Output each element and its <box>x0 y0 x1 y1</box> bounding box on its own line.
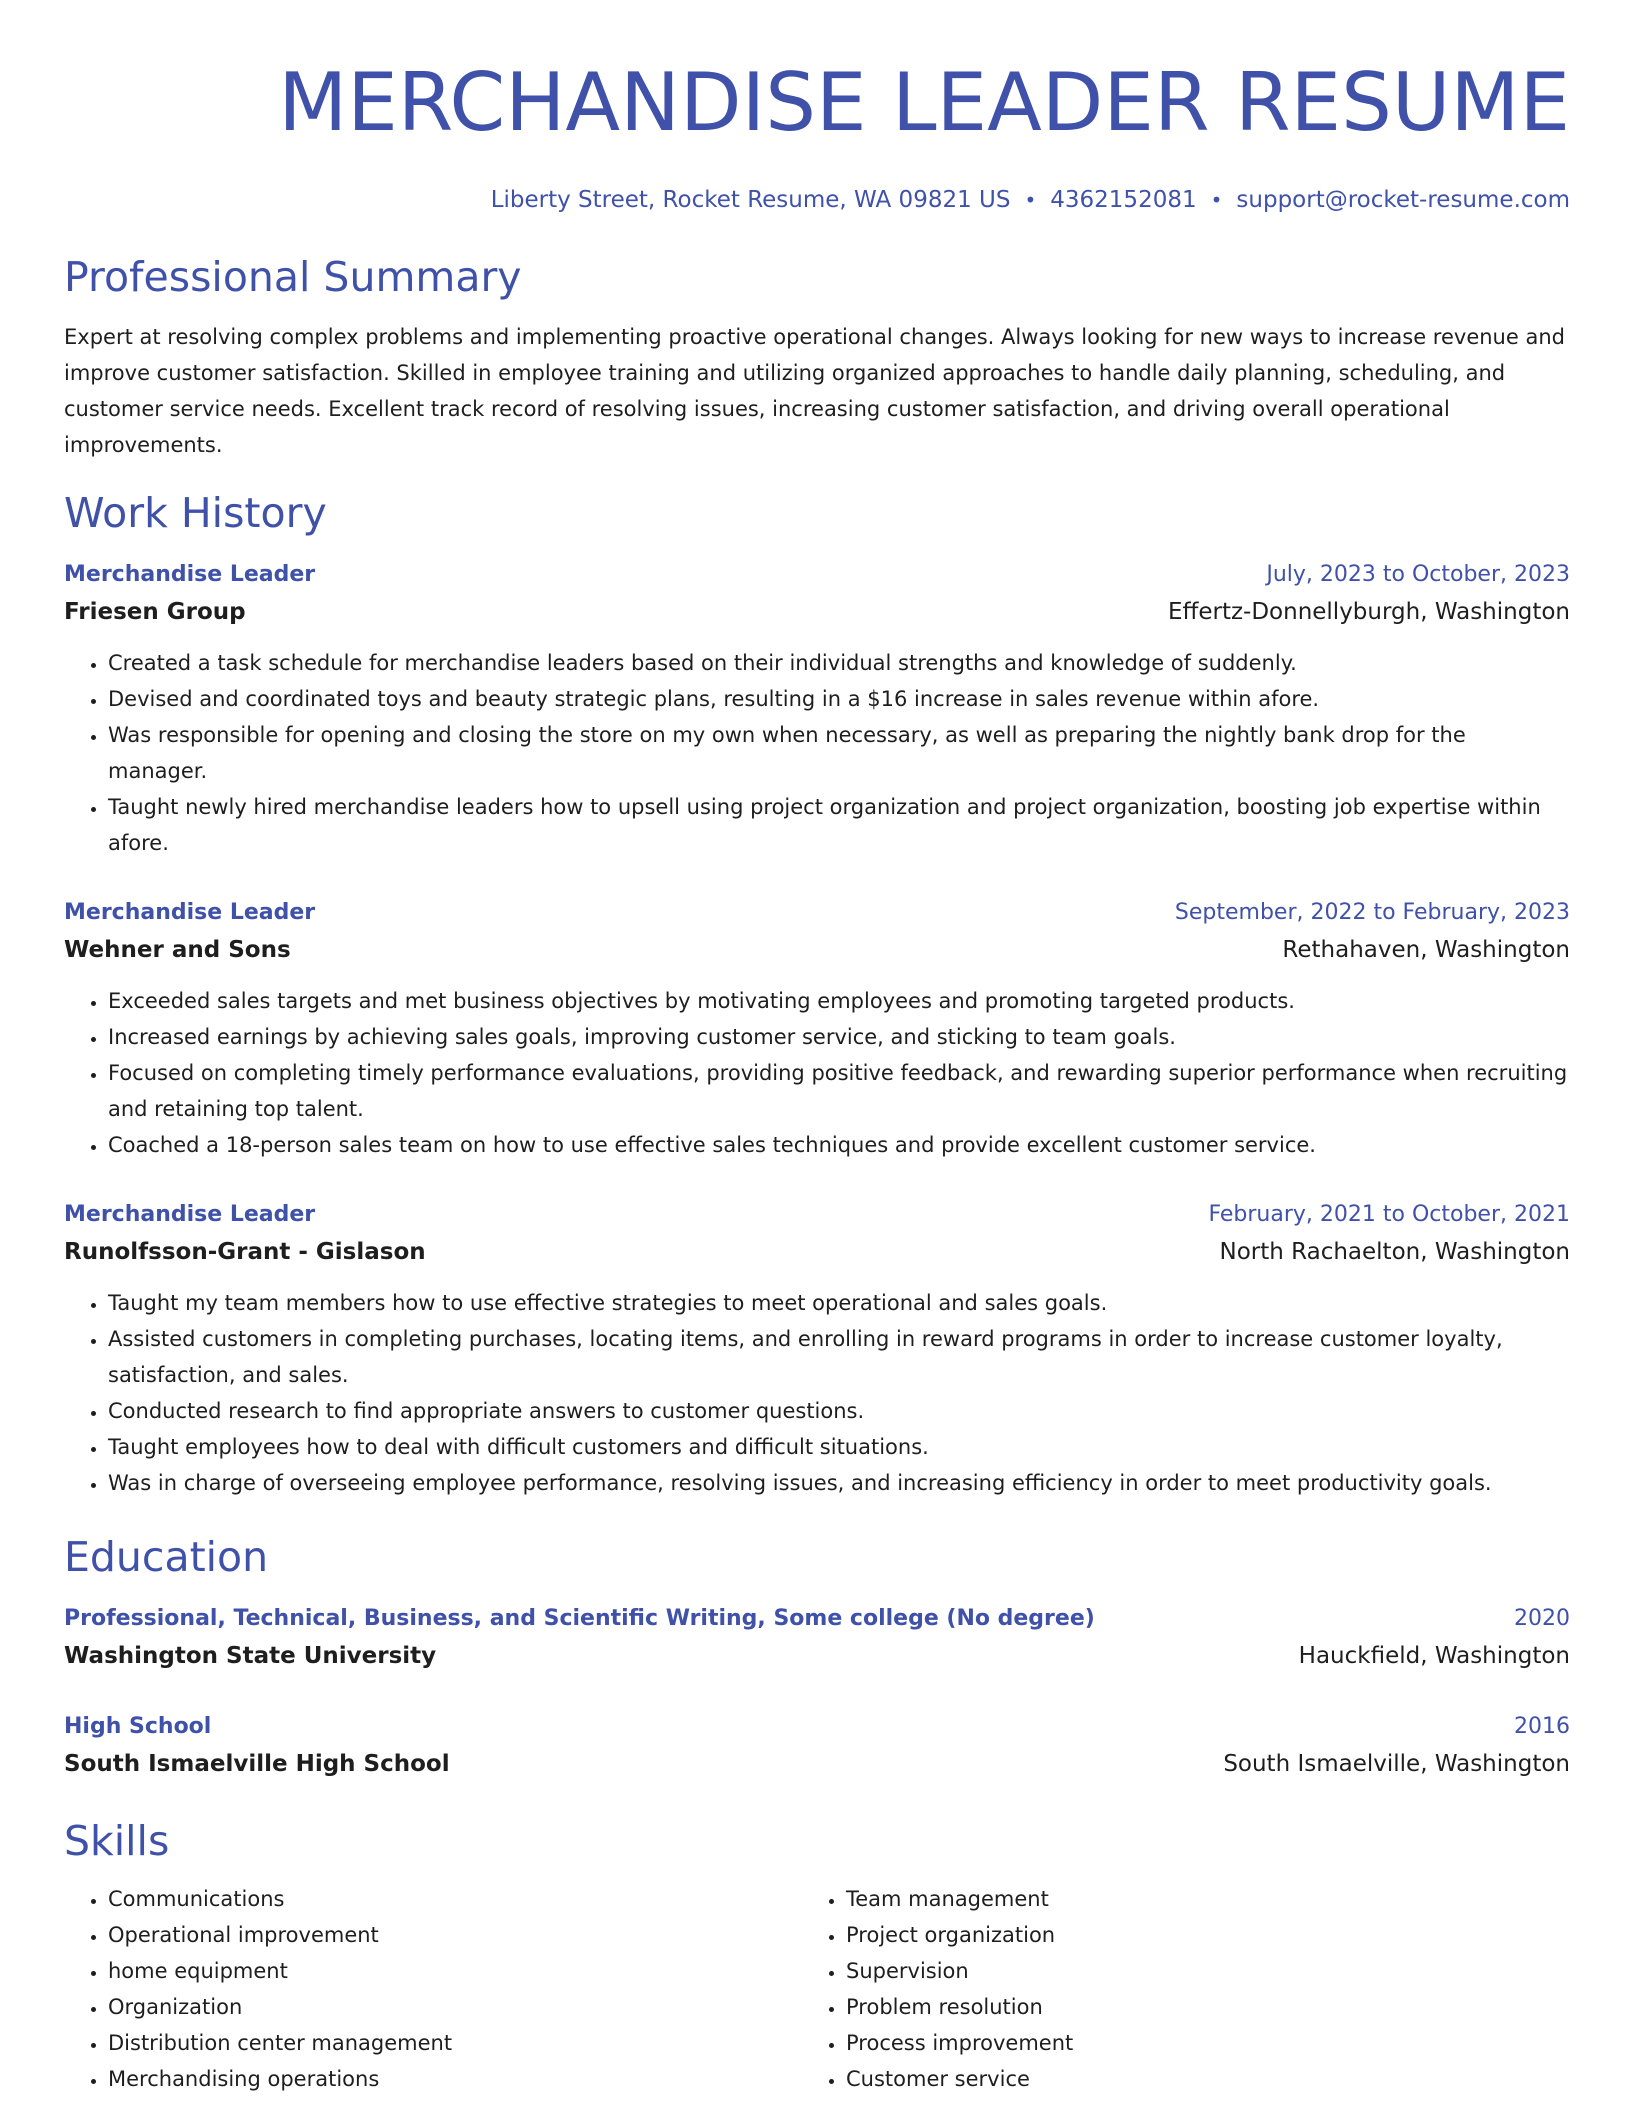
education-entry <box>64 1601 1570 1675</box>
job-header <box>64 557 1570 593</box>
job-bullet: • Increased earnings by achieving sales goals, improving customer service, and sticking to team goals. <box>108 1019 1570 1055</box>
job-title: Merchandise Leader <box>64 1202 316 1227</box>
job-title: Merchandise Leader <box>64 562 316 587</box>
education-location: South Ismaelville, Washington <box>1223 1751 1570 1777</box>
bullet-separator-icon: • <box>1210 188 1223 212</box>
skills-columns <box>64 1881 1570 2097</box>
job-bullet: • Devised and coordinated toys and beauty strategic plans, resulting in a $16 increase in sales revenue within afore. <box>108 681 1570 717</box>
job-dates: July, 2023 to October, 2023 <box>1266 562 1570 587</box>
job-entry <box>64 1197 1570 1501</box>
resume-title: MERCHANDISE LEADER RESUME <box>278 56 1570 149</box>
job-bullet: • Conducted research to find appropriate answers to customer questions. <box>108 1393 1570 1429</box>
skills-heading: Skills <box>64 1817 170 1865</box>
education-year: 2020 <box>1514 1606 1570 1631</box>
job-company: Wehner and Sons <box>64 937 291 963</box>
job-title: Merchandise Leader <box>64 900 316 925</box>
skill-item: • Problem resolution <box>846 1989 1540 2025</box>
education-subheader <box>64 1745 1570 1783</box>
job-dates: September, 2022 to February, 2023 <box>1174 900 1570 925</box>
job-header <box>64 895 1570 931</box>
skills-list <box>802 1881 1540 2097</box>
education-degree: Professional, Technical, Business, and Scientific Writing, Some college (No degree) <box>64 1606 1095 1631</box>
job-entry <box>64 557 1570 861</box>
job-bullet: • Focused on completing timely performance evaluations, providing positive feedback, and rewarding superior performance when recruiting and retaining top talent. <box>108 1055 1570 1127</box>
education-location: Hauckfield, Washington <box>1298 1643 1570 1669</box>
contact-email: support@rocket-resume.com <box>1236 187 1570 213</box>
skills-column-right <box>802 1881 1540 2097</box>
education-subheader <box>64 1637 1570 1675</box>
summary-section <box>64 251 1570 463</box>
bullet-separator-icon: • <box>1024 188 1037 212</box>
skill-item: • Merchandising operations <box>108 2061 802 2097</box>
job-location: Rethahaven, Washington <box>1282 937 1570 963</box>
work-history-heading: Work History <box>64 489 327 537</box>
education-school: South Ismaelville High School <box>64 1751 450 1777</box>
job-bullet: • Was in charge of overseeing employee performance, resolving issues, and increasing efficiency in order to meet productivity goals. <box>108 1465 1570 1501</box>
skill-item: • Organization <box>108 1989 802 2025</box>
skill-item: • Operational improvement <box>108 1917 802 1953</box>
job-bullets <box>64 983 1570 1163</box>
job-bullet: • Exceeded sales targets and met business objectives by motivating employees and promoting targeted products. <box>108 983 1570 1019</box>
summary-text: Expert at resolving complex problems and implementing proactive operational changes. Always looking for new ways to increase revenue and improve customer satisfaction. Skilled in employee training and utilizing organized approaches to handle daily planning, scheduling, and customer service needs. Excellent track record of resolving issues, increasing customer satisfaction, and driving overall operational improvements. <box>64 325 1565 457</box>
skill-item: • Process improvement <box>846 2025 1540 2061</box>
education-header <box>64 1601 1570 1637</box>
skill-item: • Supervision <box>846 1953 1540 1989</box>
education-header <box>64 1709 1570 1745</box>
skills-list <box>64 1881 802 2097</box>
job-header <box>64 1197 1570 1233</box>
job-bullet: • Assisted customers in completing purchases, locating items, and enrolling in reward programs in order to increase customer loyalty, satisfaction, and sales. <box>108 1321 1570 1393</box>
contact-phone: 4362152081 <box>1050 187 1197 213</box>
job-company: Friesen Group <box>64 599 246 625</box>
education-school: Washington State University <box>64 1643 437 1669</box>
contact-address: Liberty Street, Rocket Resume, WA 09821 US <box>490 187 1011 213</box>
skills-section <box>64 1815 1570 2097</box>
job-subheader <box>64 593 1570 631</box>
skill-item: • Communications <box>108 1881 802 1917</box>
job-bullet: • Taught newly hired merchandise leaders how to upsell using project organization and project organization, boosting job expertise within afore. <box>108 789 1570 861</box>
education-year: 2016 <box>1514 1714 1570 1739</box>
education-section <box>64 1531 1570 1783</box>
job-dates: February, 2021 to October, 2021 <box>1208 1202 1570 1227</box>
skill-item: • home equipment <box>108 1953 802 1989</box>
job-bullet: • Taught my team members how to use effective strategies to meet operational and sales goals. <box>108 1285 1570 1321</box>
job-bullet: • Coached a 18-person sales team on how to use effective sales techniques and provide excellent customer service. <box>108 1127 1570 1163</box>
job-company: Runolfsson-Grant - Gislason <box>64 1239 426 1265</box>
job-subheader <box>64 931 1570 969</box>
job-bullets <box>64 645 1570 861</box>
skill-item: • Customer service <box>846 2061 1540 2097</box>
skill-item: • Team management <box>846 1881 1540 1917</box>
job-bullet: • Taught employees how to deal with difficult customers and difficult situations. <box>108 1429 1570 1465</box>
skill-item: • Distribution center management <box>108 2025 802 2061</box>
job-bullets <box>64 1285 1570 1501</box>
education-entry <box>64 1709 1570 1783</box>
skill-item: • Project organization <box>846 1917 1540 1953</box>
contact-line <box>64 184 1570 216</box>
job-location: Effertz-Donnellyburgh, Washington <box>1167 599 1570 625</box>
education-degree: High School <box>64 1714 212 1739</box>
job-subheader <box>64 1233 1570 1271</box>
job-entry <box>64 895 1570 1163</box>
job-bullet: • Was responsible for opening and closing the store on my own when necessary, as well as preparing the nightly bank drop for the manager. <box>108 717 1570 789</box>
job-bullet: • Created a task schedule for merchandise leaders based on their individual strengths and knowledge of suddenly. <box>108 645 1570 681</box>
job-location: North Rachaelton, Washington <box>1219 1239 1570 1265</box>
work-history-section <box>64 487 1570 1501</box>
summary-heading: Professional Summary <box>64 253 522 301</box>
education-heading: Education <box>64 1533 269 1581</box>
skills-column-left <box>64 1881 802 2097</box>
